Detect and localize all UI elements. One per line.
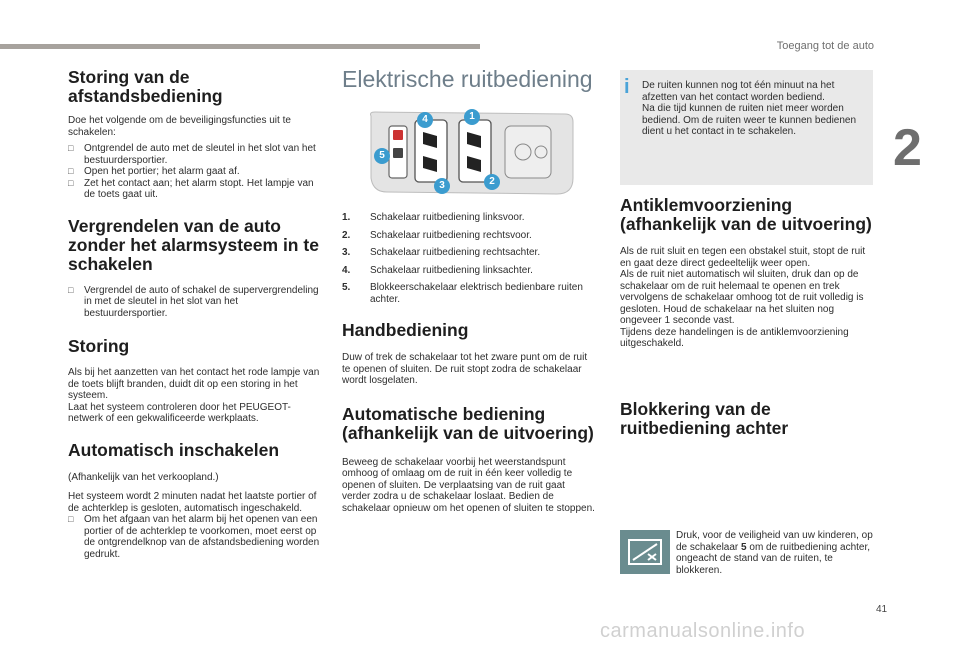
column-right [620, 196, 874, 438]
heading-storing-afstandsbediening: Storing van de afstandsbediening [68, 67, 223, 106]
paragraph: Duw of trek de schakelaar tot het zware punt om de ruit te openen of sluiten. De ruit stopt zodra de schakelaar wordt losgelaten. [342, 352, 588, 386]
paragraph: Tijdens deze handelingen is de antiklemvoorziening uitgeschakeld. [620, 326, 849, 349]
section-title: Toegang tot de auto [776, 40, 874, 52]
column-middle [342, 66, 596, 92]
bullet-list [68, 285, 322, 320]
page-number: 41 [876, 604, 888, 615]
heading-blokkering: Blokkering van de ruitbediening achter [620, 398, 789, 438]
numbered-list [342, 212, 596, 305]
heading-elektrische-ruitbediening: Elektrische ruitbediening [342, 66, 593, 92]
paragraph: Beweeg de schakelaar voorbij het weerstandspunt omhoog of omlaag om de ruit in één keer volledig te openen of sluiten. De verplaatsing van de ruit gaat verder zodra u de schakelaar loslaat. Bedien de schakelaar opnieuw om het openen of sluiten te stoppen. [342, 456, 595, 514]
paragraph: Als de ruit niet automatisch wil sluiten, druk dan op de schakelaar om de ruit helemaal te openen en trek vervolgens de schakelaar omhoog tot de ruit volledig is gesloten. Houd de schakelaar na het sluiten nog ongeveer 1 seconde vast. [620, 269, 864, 326]
callout-3: 3 [434, 178, 450, 194]
heading-vergrendelen: Vergrendelen van de auto zonder het alarmsysteem in te schakelen [68, 215, 319, 274]
heading-handbediening: Handbediening [342, 320, 469, 340]
list-item: 2. Schakelaar ruitbediening rechtsvoor. [342, 229, 532, 241]
paragraph: (Afhankelijk van het verkoopland.) [68, 471, 219, 483]
info-box [620, 70, 873, 185]
info-icon: i [624, 76, 630, 98]
list-item: 4. Schakelaar ruitbediening linksachter. [342, 264, 533, 276]
heading-automatisch-inschakelen: Automatisch inschakelen [68, 439, 280, 460]
paragraph: Het systeem wordt 2 minuten nadat het laatste portier of de achterklep is gesloten, automatisch ingeschakeld. [68, 491, 317, 514]
callout-2: 2 [484, 174, 500, 190]
heading-storing: Storing [68, 336, 130, 356]
list-item: □ Ontgrendel de auto met de sleutel in het slot van het bestuurdersportier. [68, 143, 322, 166]
list-item: □ Vergrendel de auto of schakel de supervergrendeling in met de sleutel in het slot van het bestuurdersportier. [68, 285, 322, 320]
paragraph: Als bij het aanzetten van het contact het rode lampje van de toets blijft branden, duidt dit op een storing in het systeem. [68, 367, 320, 401]
paragraph: Laat het systeem controleren door het PEUGEOT-netwerk of een gekwalificeerde werkplaats. [68, 401, 291, 424]
paragraph: Als de ruit sluit en tegen een obstakel stuit, stopt de ruit en gaat deze direct gedeeltelijk weer open. [620, 246, 866, 269]
bullet-list [68, 514, 322, 560]
header-rule [0, 44, 480, 49]
bullet-list [68, 143, 322, 201]
column-middle-lower [342, 212, 596, 514]
callout-4: 4 [417, 112, 433, 128]
watermark: carmanualsonline.info [600, 620, 806, 642]
list-item: □ Open het portier; het alarm gaat af. [68, 166, 322, 178]
window-lock-icon [620, 530, 670, 574]
list-item: □ Om het afgaan van het alarm bij het openen van een portier of de achterklep te voorkomen, moet eerst op de ontgrendelknop van de afstandsbediening worden gedrukt. [68, 514, 322, 560]
list-item: 3. Schakelaar ruitbediening rechtsachter. [342, 247, 541, 258]
heading-antiklemvoorziening: Antiklemvoorziening (afhankelijk van de uitvoering) [620, 195, 872, 234]
paragraph-blokkering: Druk, voor de veiligheid van uw kinderen, op de schakelaar 5 om de ruitbediening achter, ongeacht de stand van de ruiten, te blokkeren. [676, 530, 873, 576]
paragraph: Doe het volgende om de beveiligingsfuncties uit te schakelen: [68, 115, 291, 138]
list-item: 5. Blokkeerschakelaar elektrisch bedienbare ruiten achter. [342, 282, 583, 305]
list-item: □ Zet het contact aan; het alarm stopt. Het lampje van de toets gaat uit. [68, 178, 322, 201]
window-switch-panel-illustration [365, 108, 575, 200]
list-item: 1. Schakelaar ruitbediening linksvoor. [342, 212, 525, 223]
info-text: De ruiten kunnen nog tot één minuut na het afzetten van het contact worden bediend. Na die tijd kunnen de ruiten niet meer worden bediend. Om de ruiten weer te kunnen bedienen dient u het contact in te schakelen. [642, 80, 857, 137]
callout-1: 1 [464, 109, 480, 125]
chapter-number: 2 [893, 119, 922, 177]
heading-automatische-bediening: Automatische bediening (afhankelijk van de uitvoering) [342, 403, 594, 443]
callout-5: 5 [374, 148, 390, 164]
column-left [68, 66, 322, 560]
